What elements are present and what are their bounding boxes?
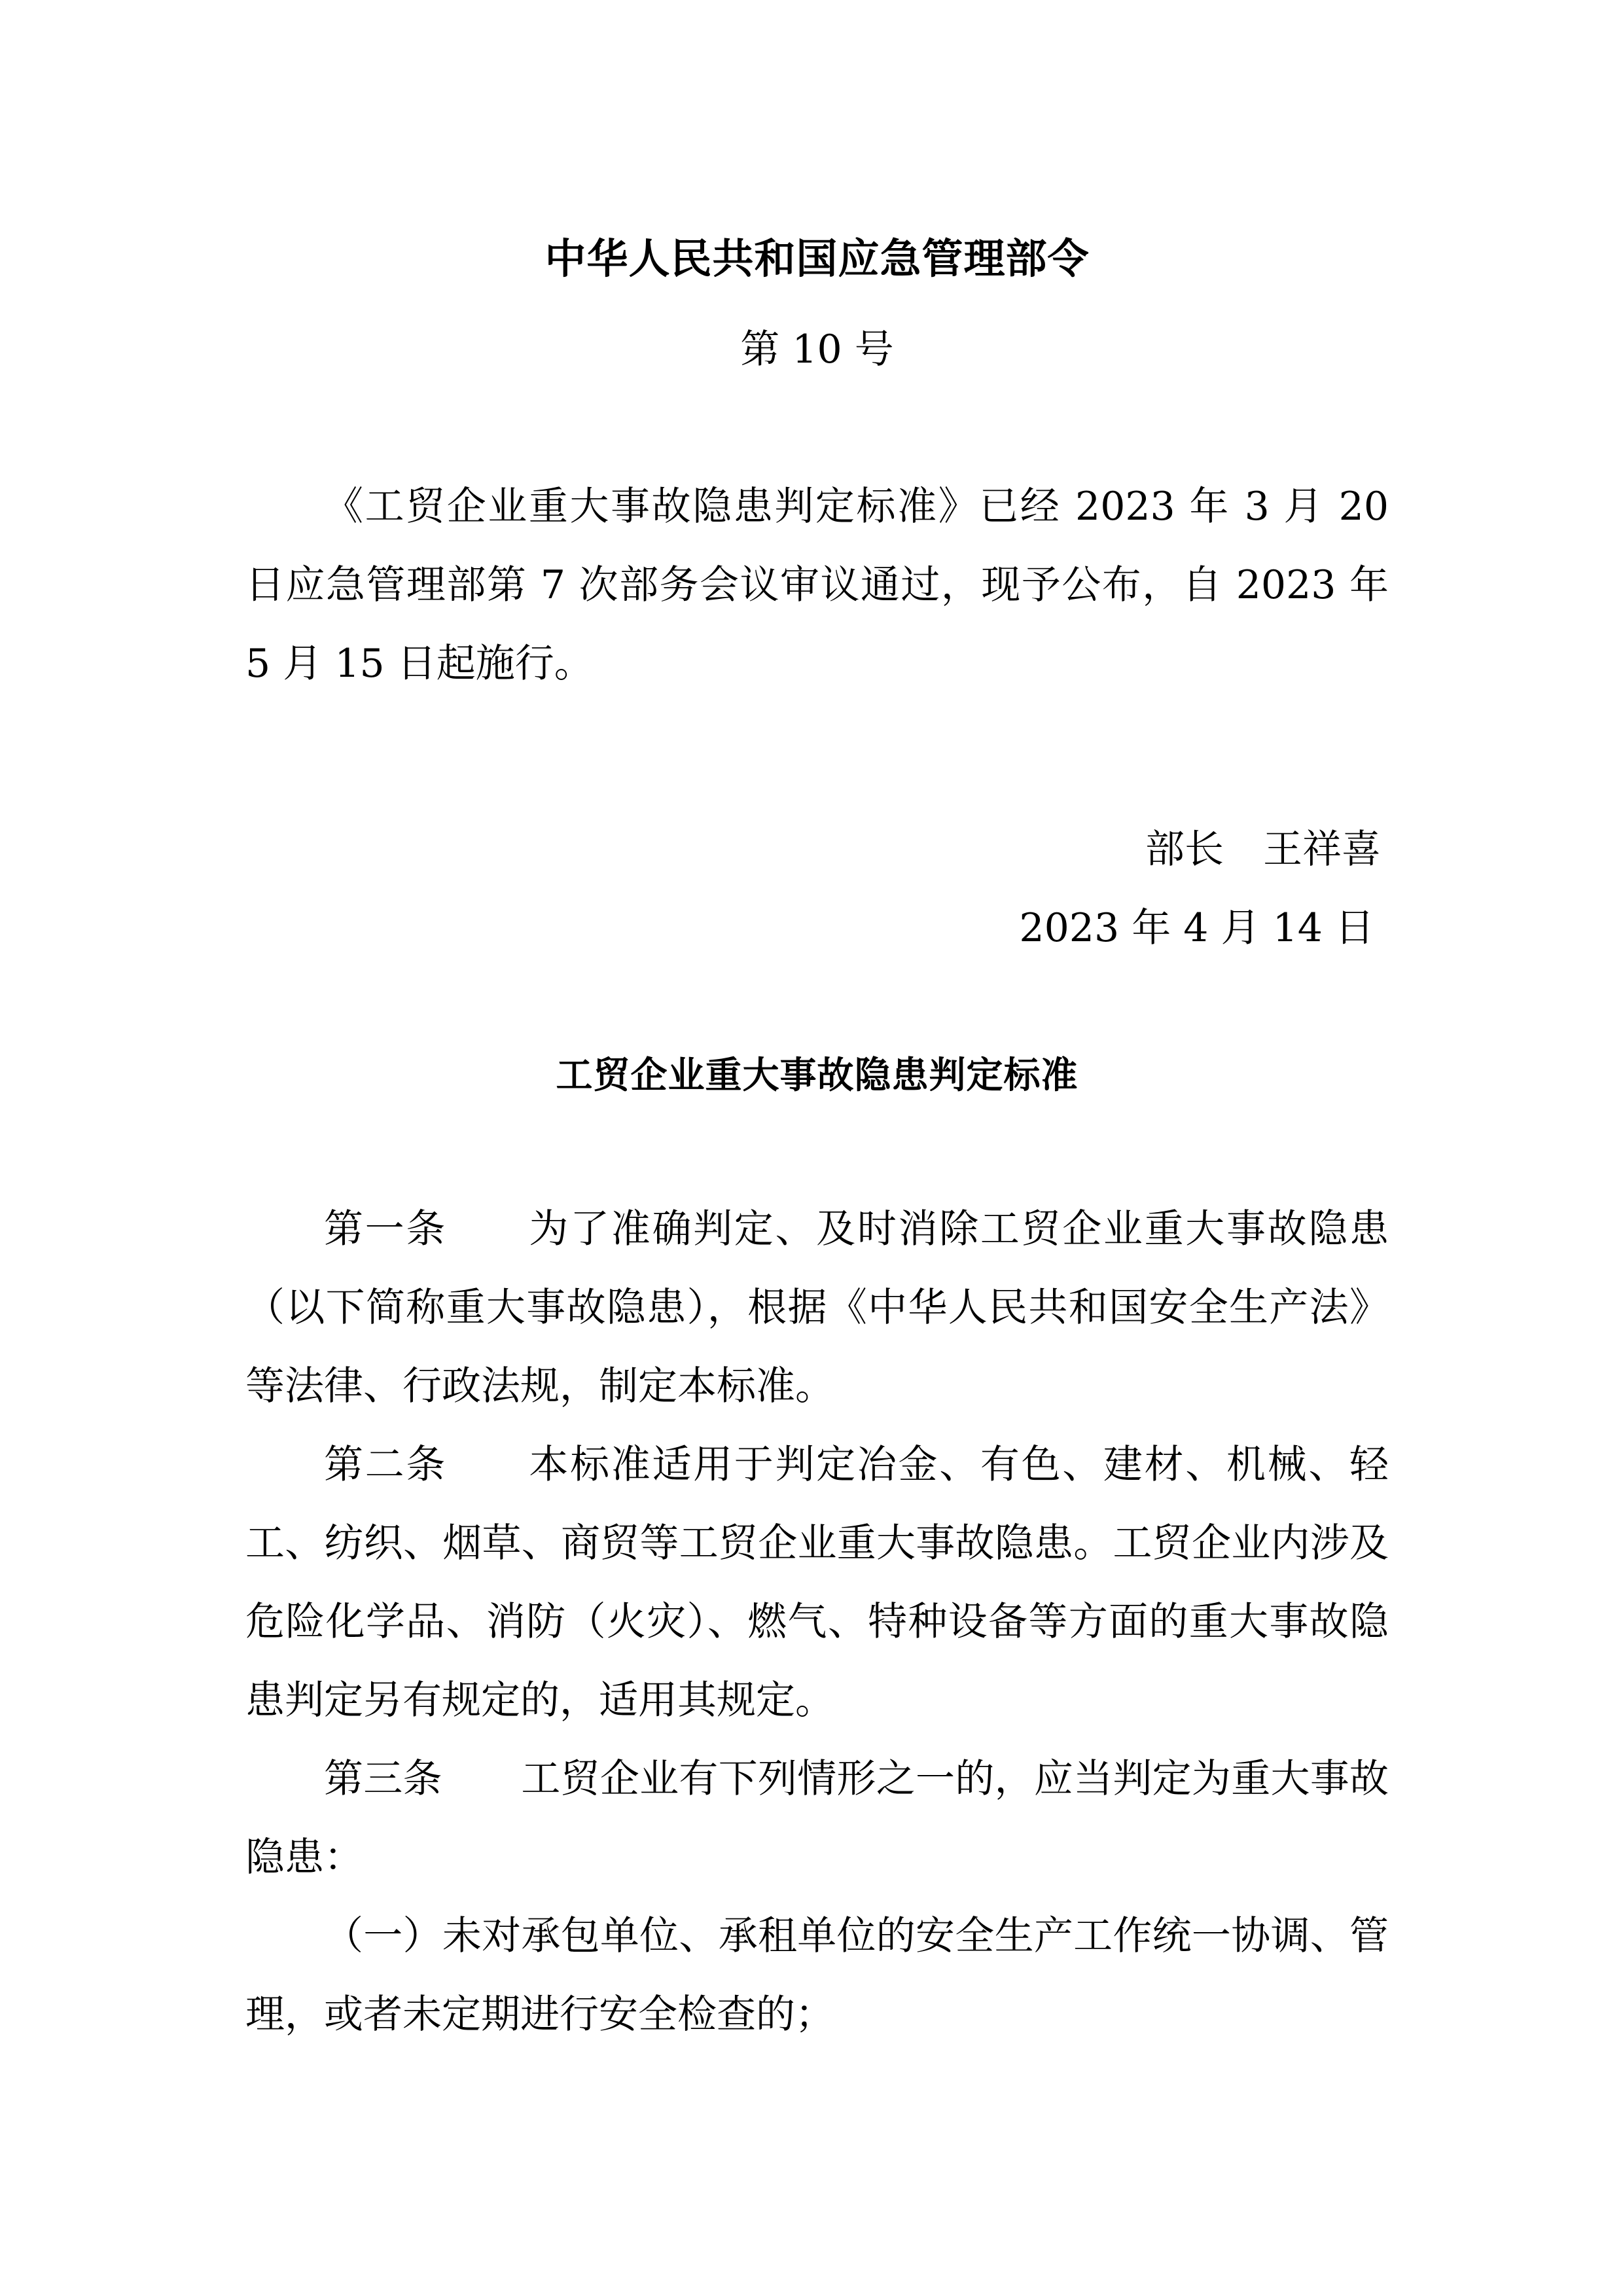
article-text: 本标准适用于判定冶金、有色、建材、机械、轻工、纺织、烟草、商贸等工贸企业重大事故隐患。工贸企业内涉及危险化学品、消防（火灾）、燃气、特种设备等方面的重大事故隐患判定另有规定的，适用其规定。 [245,1442,1389,1723]
article-paragraph-1 [245,1190,1389,1426]
standard-articles [245,1190,1389,2054]
article-text: 未对承包单位、承租单位的安全生产工作统一协调、管理，或者未定期进行安全检查的； [245,1913,1389,2037]
article-prefix: 第三条 [324,1756,522,1802]
signature-block [245,810,1389,967]
article-prefix: 第二条 [324,1442,529,1488]
article-text: 工贸企业有下列情形之一的，应当判定为重大事故隐患： [245,1756,1389,1880]
article-paragraph-4 [245,1897,1389,2054]
standard-title: 工贸企业重大事故隐患判定标准 [556,1054,1079,1097]
decree-title: 中华人民共和国应急管理部令 [544,234,1090,283]
decree-number: 第 10 号 [740,327,894,372]
signer-line [245,810,1389,889]
article-paragraph-3 [245,1740,1389,1897]
article-paragraph-2 [245,1426,1389,1740]
signer-role: 部长 [1145,827,1224,872]
decree-body-paragraph: 《工贸企业重大事故隐患判定标准》已经 2023 年 3 月 20 日应急管理部第 7 次部务会议审议通过，现予公布，自 2023 年 5 月 15 日起施行。 [245,484,1389,687]
signer-separator [1224,827,1263,872]
article-prefix: 第一条 [324,1206,529,1252]
article-text: 为了准确判定、及时消除工贸企业重大事故隐患（以下简称重大事故隐患），根据《中华人民共和国安全生产法》等法律、行政法规，制定本标准。 [245,1206,1389,1409]
article-prefix: （一） [324,1913,442,1959]
sign-date: 2023 年 4 月 14 日 [1019,905,1374,951]
signer-name: 王祥喜 [1263,827,1381,872]
